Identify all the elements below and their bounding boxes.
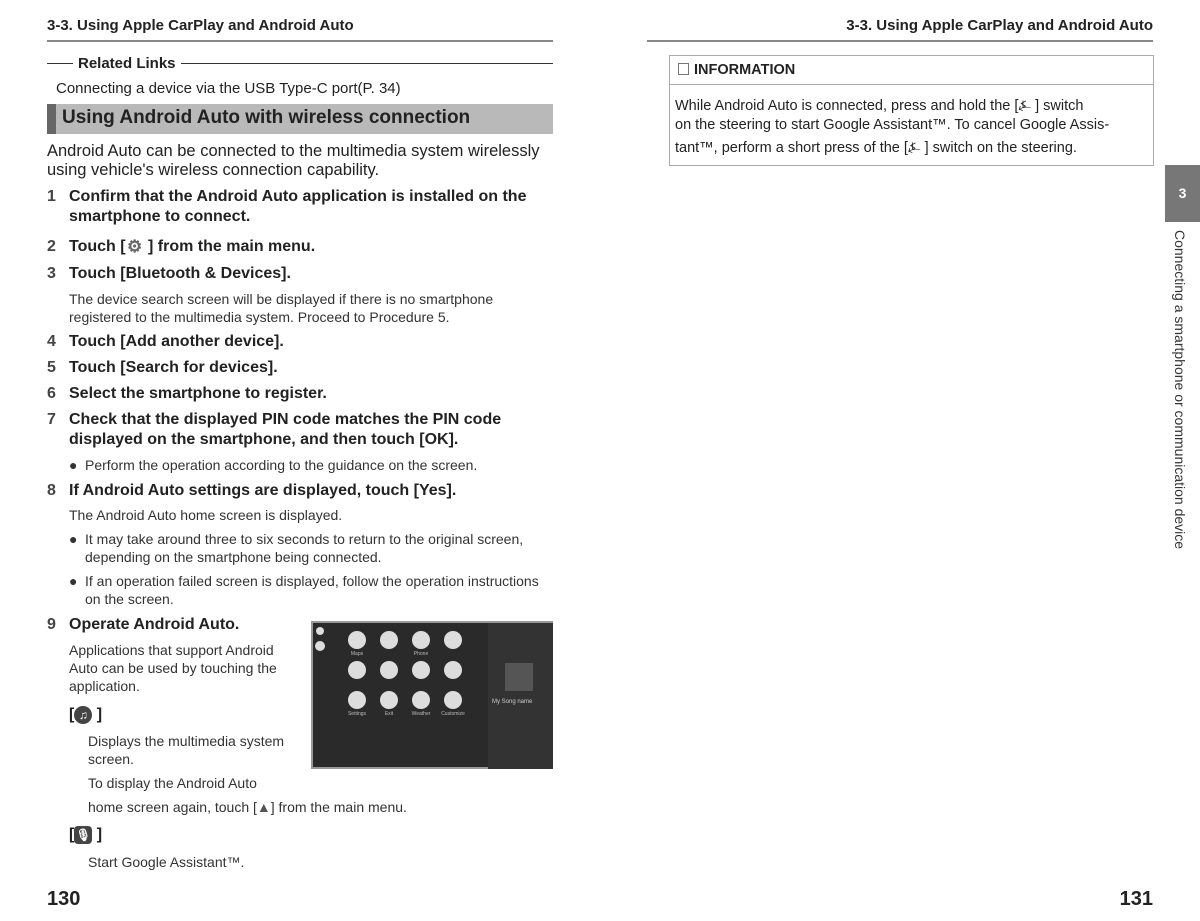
bullet-icon: ●: [69, 531, 78, 547]
multimedia-icon: ♫: [74, 706, 92, 724]
step-3: [47, 264, 553, 284]
book-icon: [678, 63, 689, 75]
related-link[interactable]: Connecting a device via the USB Type-C port(P. 34): [56, 80, 401, 97]
voice-switch-icon: ⍼: [1018, 98, 1032, 114]
app-icon[interactable]: [348, 631, 366, 649]
app-icon[interactable]: [444, 691, 462, 709]
nav-icon: [316, 627, 324, 635]
media-panel: [488, 623, 553, 769]
desc-text: home screen again, touch [: [88, 799, 257, 815]
page-number-right: 131: [1119, 888, 1153, 910]
step-text: Check that the displayed PIN code matches the PIN code displayed on the smartphone, and then touch [OK].: [69, 411, 502, 448]
app-icon[interactable]: [444, 631, 462, 649]
step-note: The device search screen will be displayed if there is no smartphone registered to the multimedia system. Proceed to Procedure 5.: [69, 291, 494, 325]
app-label: Weather: [411, 711, 431, 717]
info-text: on the steering to start Google Assistant™. To cancel Google Assis-: [675, 117, 1110, 133]
album-art: [505, 663, 533, 691]
desc-text: ] from the main menu.: [270, 799, 407, 815]
step-text: Touch [Bluetooth & Devices].: [69, 265, 291, 282]
related-links-heading: [47, 55, 553, 72]
header-rule: [47, 40, 553, 42]
step-2: [47, 237, 553, 257]
bullet-text: Perform the operation according to the guidance on the screen.: [85, 457, 478, 473]
step-8: [47, 481, 553, 501]
information-body: [670, 85, 1153, 170]
gear-icon: ⚙: [126, 236, 143, 256]
bullet-icon: ●: [69, 457, 78, 473]
app-icon[interactable]: [380, 661, 398, 679]
microphone-icon: 🎙: [75, 828, 91, 842]
bracket: ]: [96, 826, 103, 844]
header-rule: [647, 40, 1153, 42]
step-7: [47, 410, 553, 450]
step-4: [47, 332, 553, 352]
section-title: Using Android Auto with wireless connection: [47, 104, 553, 134]
intro-text: Android Auto can be connected to the multimedia system wirelessly using vehicle's wireless connection capability.: [47, 142, 540, 179]
information-box: [669, 55, 1154, 166]
information-header: [670, 56, 1153, 85]
step-text: Select the smartphone to register.: [69, 385, 327, 402]
step-text: Touch [Search for devices].: [69, 359, 278, 376]
running-header-left: 3-3. Using Apple CarPlay and Android Auto: [47, 17, 354, 34]
info-text: tant™, perform a short press of the [: [675, 140, 908, 156]
step-number: 6: [47, 385, 56, 402]
icon-item-assistant: [69, 826, 102, 844]
bullet-item: [69, 530, 529, 566]
app-icon[interactable]: [380, 631, 398, 649]
step-text: Confirm that the Android Auto application is installed on the smartphone to connect.: [69, 188, 527, 225]
app-icon[interactable]: [412, 661, 430, 679]
app-icon[interactable]: [412, 631, 430, 649]
song-name: My Song name: [492, 699, 533, 705]
info-text: ] switch: [1031, 98, 1084, 114]
step-number: 5: [47, 359, 56, 376]
information-title: INFORMATION: [694, 62, 796, 78]
voice-switch-icon: ⍼: [907, 140, 921, 156]
related-links-title: Related Links: [78, 55, 176, 72]
app-label: Exit: [384, 711, 394, 717]
bullet-icon: ●: [69, 573, 78, 589]
app-label: Customize: [441, 711, 465, 717]
step-number: 7: [47, 411, 56, 428]
step-number: 4: [47, 333, 56, 350]
step-text: Touch [Add another device].: [69, 333, 284, 350]
info-text: ] switch on the steering.: [920, 140, 1077, 156]
step-text: Operate Android Auto.: [69, 616, 240, 633]
bracket: ]: [96, 706, 103, 724]
icon-desc: Start Google Assistant™.: [88, 854, 245, 870]
app-icon[interactable]: [380, 691, 398, 709]
running-header-right: 3-3. Using Apple CarPlay and Android Auto: [846, 17, 1153, 34]
bullet-item: [69, 456, 549, 474]
bullet-item: [69, 572, 551, 608]
page-number-left: 130: [47, 888, 81, 910]
app-icon[interactable]: [348, 691, 366, 709]
icon-desc: Displays the multimedia system screen.: [88, 733, 285, 767]
info-text: While Android Auto is connected, press and hold the [: [675, 98, 1019, 114]
step-text: Touch [: [69, 238, 126, 255]
chapter-label: Connecting a smartphone or communication device: [1172, 230, 1188, 550]
step-9: [47, 615, 307, 635]
android-auto-screenshot: [311, 621, 553, 769]
google-icon: [315, 641, 325, 651]
bracket: [: [69, 826, 75, 844]
app-icon[interactable]: [412, 691, 430, 709]
step-note: The Android Auto home screen is displayed.: [69, 507, 343, 523]
step-number: 1: [47, 188, 56, 205]
app-label: Maps: [350, 651, 364, 657]
chapter-tab: 3: [1165, 165, 1200, 222]
step-number: 2: [47, 238, 56, 255]
bracket: [: [69, 706, 75, 724]
step-5: [47, 358, 553, 378]
bullet-text: If an operation failed screen is displayed, follow the operation instructions on the screen.: [85, 573, 539, 607]
step-text: ] from the main menu.: [143, 238, 316, 255]
icon-item-multimedia: [69, 706, 102, 724]
step-number: 8: [47, 482, 56, 499]
android-auto-icon: ▲: [256, 799, 271, 815]
app-label: Settings: [347, 711, 367, 717]
step-text: If Android Auto settings are displayed, touch [Yes].: [69, 482, 457, 499]
app-label: Phone: [413, 651, 429, 657]
bullet-text: It may take around three to six seconds to return to the original screen, depending on the smartphone being connected.: [85, 531, 524, 565]
step-1: [47, 187, 553, 227]
step-number: 9: [47, 616, 56, 633]
step-number: 3: [47, 265, 56, 282]
icon-desc: To display the Android Auto: [88, 775, 257, 791]
step-note: Applications that support Android Auto can be used by touching the application.: [69, 642, 277, 694]
app-icon[interactable]: [348, 661, 366, 679]
icon-desc: [88, 798, 407, 816]
app-icon[interactable]: [444, 661, 462, 679]
step-6: [47, 384, 553, 404]
